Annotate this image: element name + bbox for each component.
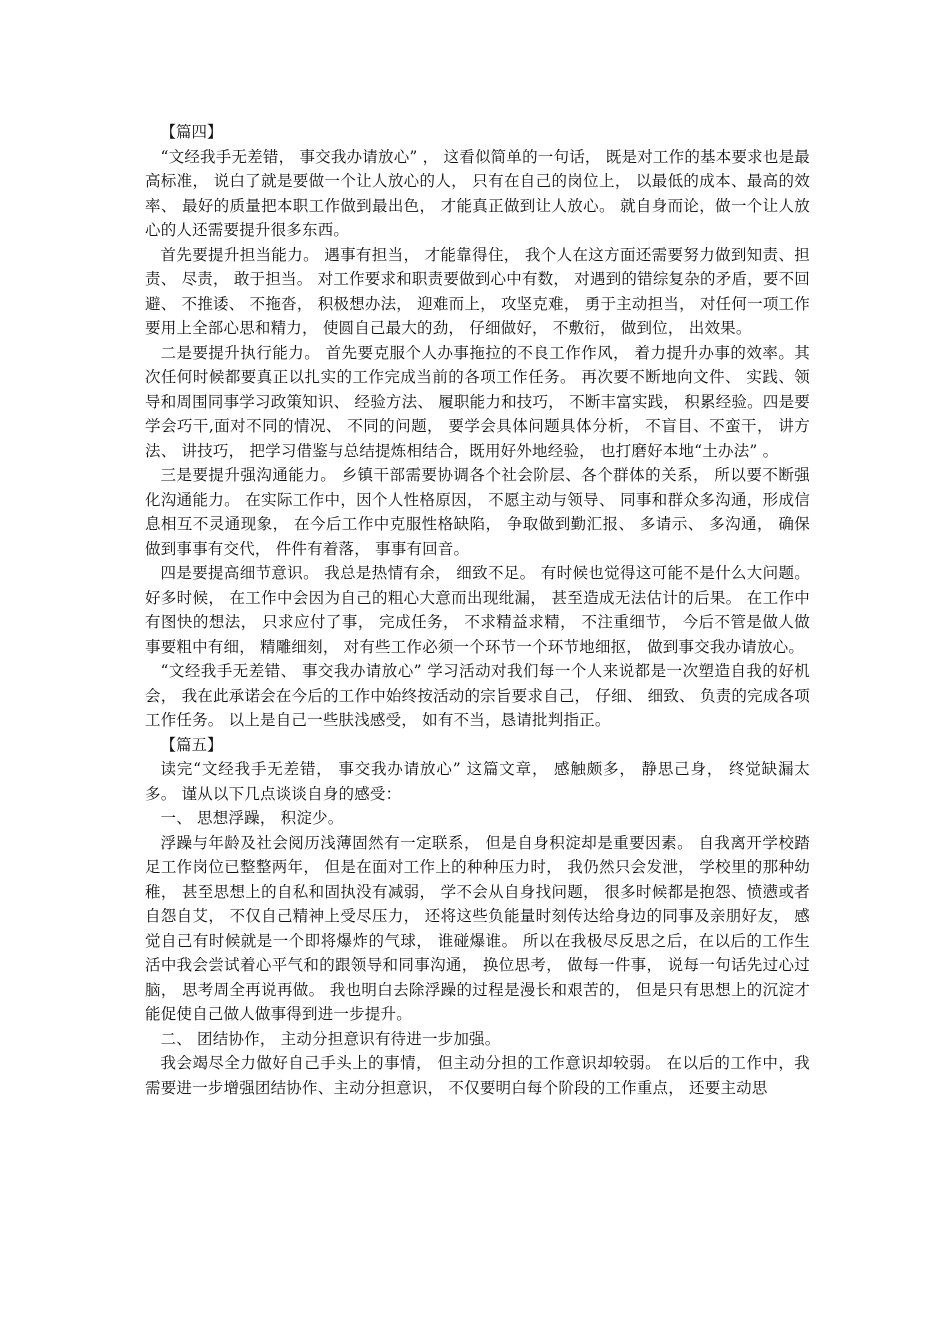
paragraph: “文经我手无差错、 事交我办请放心” 学习活动对我们每一个人来说都是一次塑造自我的好机会， 我在此承诺会在今后的工作中始终按活动的宗旨要求自己， 仔细、 细致、 负责的完成各项工作任务。 以上是自己一些肤浅感受， 如有不当，恳请批判指正。 (145, 662, 810, 729)
paragraph: 我会竭尽全力做好自己手头上的事情， 但主动分担的工作意识却较弱。 在以后的工作中，我需要进一步增强团结协作、主动分担意识， 不仅要明白每个阶段的工作重点， 还要主动思 (145, 1054, 810, 1097)
paragraph: 首先要提升担当能力。 遇事有担当， 才能靠得住， 我个人在这方面还需要努力做到知责、担责、 尽责， 敢于担当。 对工作要求和职责要做到心中有数， 对遇到的错综复杂的矛盾，要不回避、 不推诿、 不拖沓， 积极想办法， 迎难而上， 攻坚克难， 勇于主动担当， 对任何一项工作要用上全部心思和精力， 使圆自己最大的劲， 仔细做好， 不敷衍， 做到位， 出效果。 (145, 245, 810, 337)
paragraph: 四是要提高细节意识。 我总是热情有余， 细致不足。 有时候也觉得这可能不是什么大问题。好多时候， 在工作中会因为自己的粗心大意而出现纰漏， 甚至造成无法估计的后果。 在工作中有图快的想法， 只求应付了事， 完成任务， 不求精益求精， 不注重细节， 今后不管是做人做事要粗中有细， 精雕细刻， 对有些工作必须一个环节一个环节地细抠， 做到事交我办请放心。 (145, 564, 810, 656)
paragraph: “文经我手无差错， 事交我办请放心” ， 这看似简单的一句话， 既是对工作的基本要求也是最高标准， 说白了就是要做一个让人放心的人， 只有在自己的岗位上， 以最低的成本、最高的效率、 最好的质量把本职工作做到最出色， 才能真正做到让人放心。 就自身而论，做一个让人放心的人还需要提升很多东西。 (145, 147, 810, 239)
document-page (145, 120, 810, 1100)
subheading: 一、 思想浮躁， 积淀少。 (160, 809, 344, 827)
paragraph: 三是要提升强沟通能力。 乡镇干部需要协调各个社会阶层、各个群体的关系， 所以要不断强化沟通能力。 在实际工作中，因个人性格原因， 不愿主动与领导、 同事和群众多沟通，形成信息相互不灵通现象， 在今后工作中克服性格缺陷， 争取做到勤汇报、 多请示、 多沟通， 确保做到事事有交代， 件件有着落， 事事有回音。 (145, 466, 810, 558)
section-heading: 【篇五】 (160, 735, 223, 754)
subheading: 二、 团结协作， 主动分担意识有待进一步加强。 (160, 1029, 501, 1048)
section-heading: 【篇四】 (160, 123, 223, 141)
paragraph: 二是要提升执行能力。 首先要克服个人办事拖拉的不良工作作风， 着力提升办事的效率。其次任何时候都要真正以扎实的工作完成当前的各项工作任务。 再次要不断地向文件、 实践、领导和周围同事学习政策知识、 经验方法、 履职能力和技巧， 不断丰富实践， 积累经验。四是要学会巧干,面对不同的情况、 不同的问题， 要学会具体问题具体分析， 不盲目、不蛮干， 讲方法、 讲技巧， 把学习借鉴与总结提炼相结合，既用好外地经验， 也打磨好本地“土办法” 。 (145, 343, 810, 460)
paragraph: 读完“文经我手无差错， 事交我办请放心” 这篇文章， 感触颇多， 静思己身， 终觉缺漏太多。 谨从以下几点谈谈自身的感受： (145, 760, 810, 803)
paragraph: 浮躁与年龄及社会阅历浅薄固然有一定联系， 但是自身积淀却是重要因素。 自我离开学校踏足工作岗位已整整两年， 但是在面对工作上的种种压力时， 我仍然只会发泄， 学校里的那种幼稚， 甚至思想上的自私和固执没有减弱， 学不会从自身找问题， 很多时候都是抱怨、愤懑或者自怨自艾， 不仅自己精神上受尽压力， 还将这些负能量时刻传达给身边的同事及亲朋好友， 感觉自己有时候就是一个即将爆炸的气球， 谁碰爆谁。 所以在我极尽反思之后，在以后的工作生活中我会尝试着心平气和的跟领导和同事沟通， 换位思考， 做每一件事， 说每一句话先过心过脑， 思考周全再说再做。 我也明白去除浮躁的过程是漫长和艰苦的， 但是只有思想上的沉淀才能促使自己做人做事得到进一步提升。 (145, 833, 810, 1023)
